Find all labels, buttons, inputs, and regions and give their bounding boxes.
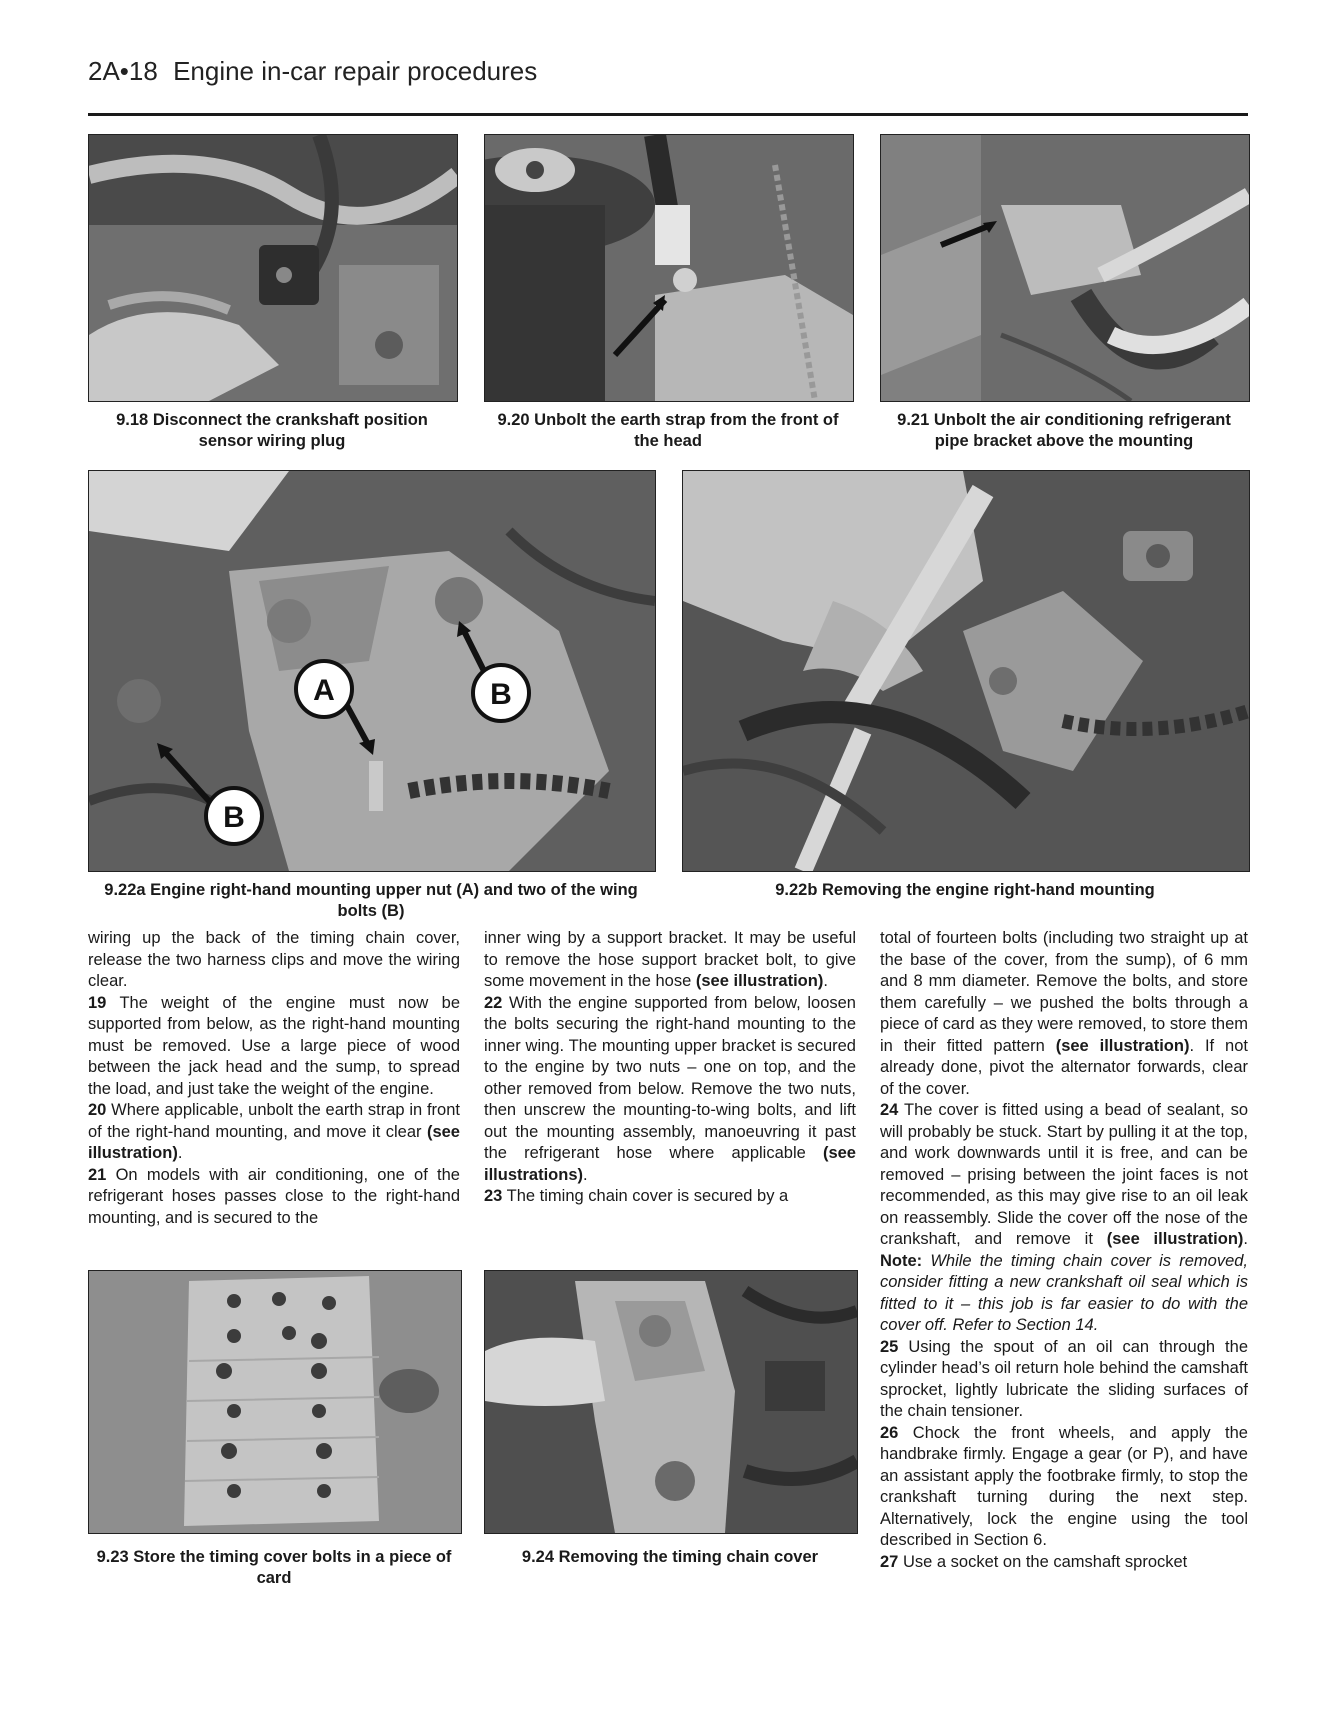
paragraph-23: 23 The timing chain cover is secured by a <box>484 1187 789 1205</box>
photo-9-22b <box>682 470 1250 872</box>
caption-9-23: 9.23 Store the timing cover bolts in a piece of card <box>96 1548 452 1587</box>
paragraph-27: 27 Use a socket on the camshaft sprocket <box>880 1552 1188 1571</box>
label-b-right: B <box>490 678 512 711</box>
header-rule <box>88 113 1248 116</box>
paragraph-22: 22 With the engine supported from below, loosen the bolts securing the right-hand mounting to the inner wing. The mounting upper bracket is secured to the engine by two nuts – one on top, and the other removed from below. Remove the two nuts, then unscrew the mounting-to-wing bolts, and lift out the mounting assembly, manoeuvring it past the refrigerant hose where applicable (see illustrations). <box>484 993 856 1184</box>
paragraph-23-continued: total of fourteen bolts (including two straight up at the base of the cover, from the sump), of 6 mm and 8 mm diameter. Remove the bolts, and store them carefully – we pushed the bolts through a piece of card as they were removed, to store them in their fitted pattern (see illustration). If not already done, pivot the alternator forwards, clear of the cover. <box>880 929 1248 1098</box>
photo-9-18 <box>88 134 458 402</box>
caption-9-18: 9.18 Disconnect the crankshaft position sensor wiring plug <box>116 411 428 450</box>
paragraph-26: 26 Chock the front wheels, and apply the handbrake firmly. Engage a gear (or P), and have an assistant apply the footbrake firmly, to stop the crankshaft turning during the next step. Alternatively, lock the engine using the tool described in Section 6. <box>880 1423 1248 1549</box>
photo-9-24 <box>484 1270 858 1534</box>
paragraph-25: 25 Using the spout of an oil can through the cylinder head’s oil return hole behind the camshaft sprocket, lightly lubricate the sliding surfaces of the chain tensioner. <box>880 1337 1248 1420</box>
paragraph-19: 19 The weight of the engine must now be supported from below, as the right-hand mounting must be removed. Use a large piece of wood between the jack head and the sump, to spread the load, and just take the weight of the engine. <box>88 993 460 1098</box>
paragraph-20: 20 Where applicable, unbolt the earth strap in front of the right-hand mounting, and move it clear (see illustration). <box>88 1101 460 1162</box>
photo-9-21 <box>880 134 1250 402</box>
text-column-2 <box>484 928 856 1208</box>
paragraph-continued: wiring up the back of the timing chain cover, release the two harness clips and move the wiring clear. <box>88 929 460 990</box>
text-column-1 <box>88 928 460 1229</box>
photo-9-20 <box>484 134 854 402</box>
paragraph-24: 24 The cover is fitted using a bead of sealant, so will probably be stuck. Start by pulling it at the top, and work downwards until it is free, and can be removed – prising between the joint faces is not recommended, as this may give rise to an oil leak on reassembly. Slide the cover off the nose of the crankshaft, and remove it (see illustration). Note: While the timing chain cover is removed, consider fitting a new crankshaft oil seal which is fitted to it – this job is far easier to do with the cover off. Refer to Section 14. <box>880 1101 1249 1334</box>
photo-9-22a <box>88 470 656 872</box>
caption-9-21: 9.21 Unbolt the air conditioning refrigerant pipe bracket above the mounting <box>897 411 1231 450</box>
text-column-3 <box>880 928 1248 1573</box>
section-number: 2A•18 <box>88 56 158 86</box>
photo-9-23 <box>88 1270 462 1534</box>
caption-9-22a: 9.22a Engine right-hand mounting upper nut (A) and two of the wing bolts (B) <box>104 881 638 920</box>
caption-9-22b: 9.22b Removing the engine right-hand mounting <box>775 881 1155 899</box>
label-b-left: B <box>223 801 245 834</box>
paragraph-21-continued: inner wing by a support bracket. It may be useful to remove the hose support bracket bolt, to give some movement in the hose (see illustration). <box>484 929 856 990</box>
caption-9-24: 9.24 Removing the timing chain cover <box>521 1548 819 1566</box>
page-header <box>88 56 537 87</box>
paragraph-21: 21 On models with air conditioning, one of the refrigerant hoses passes close to the right-hand mounting, and is secured to the <box>88 1165 460 1227</box>
label-a: A <box>313 674 335 707</box>
caption-9-20: 9.20 Unbolt the earth strap from the front of the head <box>497 411 839 450</box>
page-title: Engine in-car repair procedures <box>173 56 538 86</box>
